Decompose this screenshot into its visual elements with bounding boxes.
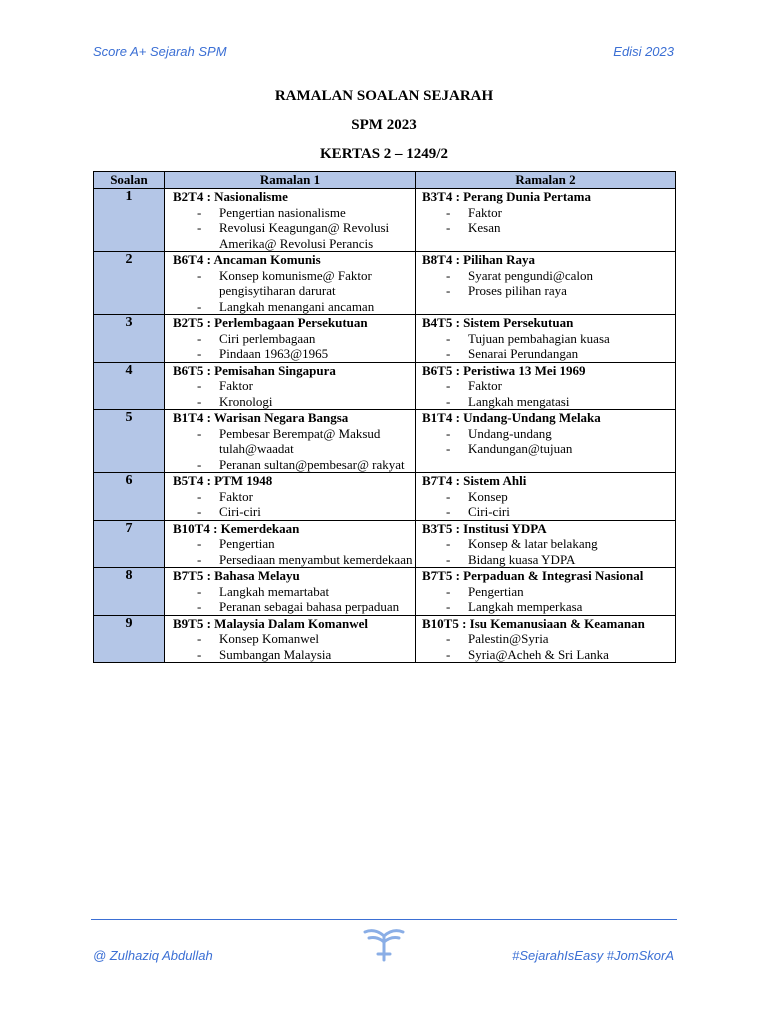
ramalan-2-cell <box>416 520 676 568</box>
question-number: 6 <box>94 473 165 521</box>
header-left: Score A+ Sejarah SPM <box>93 44 227 59</box>
topic-subpoints <box>173 489 415 520</box>
topic-subpoints <box>422 268 675 299</box>
ramalan-1-cell <box>165 410 416 473</box>
list-item: - Konsep Komanwel <box>173 631 415 647</box>
ramalan-2-cell <box>416 473 676 521</box>
table-row <box>94 615 676 663</box>
list-item: - Ciri-ciri <box>173 504 415 520</box>
ramalan-2-cell <box>416 252 676 315</box>
table-row <box>94 362 676 410</box>
table-row <box>94 189 676 252</box>
topic-subpoints <box>173 205 415 252</box>
table-header-row <box>94 172 676 189</box>
topic-title: B3T4 : Perang Dunia Pertama <box>422 189 591 204</box>
list-item: - Pengertian <box>422 584 675 600</box>
column-header-soalan: Soalan <box>94 172 165 189</box>
column-header-ramalan-1: Ramalan 1 <box>165 172 416 189</box>
list-item: - Kandungan@tujuan <box>422 441 675 457</box>
question-number: 8 <box>94 568 165 616</box>
topic-subpoints <box>173 426 415 473</box>
document-titles <box>0 86 768 173</box>
list-item: - Kronologi <box>173 394 415 410</box>
topic-title: B6T5 : Pemisahan Singapura <box>173 362 336 378</box>
list-item: - Pindaan 1963@1965 <box>173 346 415 362</box>
topic-title: B7T4 : Sistem Ahli <box>422 473 527 488</box>
topic-title: B7T5 : Perpaduan & Integrasi Nasional <box>422 568 644 583</box>
list-item: - Kesan <box>422 220 675 236</box>
list-item: - Ciri-ciri <box>422 504 675 520</box>
list-item: - Pengertian <box>173 536 415 552</box>
list-item: - Langkah mengatasi <box>422 394 675 410</box>
title-line-3: KERTAS 2 – 1249/2 <box>320 146 448 162</box>
footer-right: #SejarahIsEasy #JomSkorA <box>512 948 674 963</box>
topic-subpoints <box>173 584 415 615</box>
list-item: - Faktor <box>173 378 415 394</box>
ramalan-1-cell <box>165 568 416 616</box>
list-item: - Langkah memperkasa <box>422 599 675 615</box>
question-number: 9 <box>94 615 165 663</box>
question-number: 4 <box>94 362 165 410</box>
table-row <box>94 410 676 473</box>
topic-title: B7T5 : Bahasa Melayu <box>173 568 300 583</box>
list-item: - Bidang kuasa YDPA <box>422 552 675 568</box>
ramalan-2-cell <box>416 615 676 663</box>
list-item: - Syarat pengundi@calon <box>422 268 675 284</box>
list-item: - Pembesar Berempat@ Maksud tulah@waadat <box>173 426 415 457</box>
ramalan-2-cell <box>416 568 676 616</box>
topic-title: B1T4 : Undang-Undang Melaka <box>422 410 601 425</box>
topic-subpoints <box>173 331 415 362</box>
ramalan-1-cell <box>165 252 416 315</box>
topic-subpoints <box>422 584 675 615</box>
list-item: - Konsep komunisme@ Faktor pengisytiharan darurat <box>173 268 415 299</box>
footer-ornament-icon <box>361 924 407 962</box>
list-item: - Sumbangan Malaysia <box>173 647 415 663</box>
list-item: - Palestin@Syria <box>422 631 675 647</box>
topic-title: B6T5 : Peristiwa 13 Mei 1969 <box>422 362 586 378</box>
topic-title: B5T4 : PTM 1948 <box>173 473 273 488</box>
list-item: - Persediaan menyambut kemerdekaan <box>173 552 415 568</box>
topic-title: B1T4 : Warisan Negara Bangsa <box>173 410 349 425</box>
list-item: - Peranan sebagai bahasa perpaduan <box>173 599 415 615</box>
list-item: - Peranan sultan@pembesar@ rakyat <box>173 457 415 473</box>
prediction-table <box>93 171 676 663</box>
question-number: 7 <box>94 520 165 568</box>
topic-subpoints <box>422 205 675 236</box>
topic-subpoints <box>422 631 675 662</box>
list-item: - Tujuan pembahagian kuasa <box>422 331 675 347</box>
list-item: - Syria@Acheh & Sri Lanka <box>422 647 675 663</box>
topic-title: B10T4 : Kemerdekaan <box>173 520 300 536</box>
table-row <box>94 473 676 521</box>
table-body <box>94 189 676 663</box>
topic-title: B6T4 : Ancaman Komunis <box>173 252 321 267</box>
title-line-2: SPM 2023 <box>351 117 417 133</box>
ramalan-1-cell <box>165 362 416 410</box>
list-item: - Proses pilihan raya <box>422 283 675 299</box>
table-row <box>94 568 676 616</box>
question-number: 5 <box>94 410 165 473</box>
topic-subpoints <box>422 378 675 409</box>
topic-subpoints <box>173 631 415 662</box>
footer-divider <box>91 919 677 920</box>
topic-subpoints <box>173 378 415 409</box>
list-item: - Langkah menangani ancaman <box>173 299 415 315</box>
ramalan-2-cell <box>416 315 676 363</box>
topic-subpoints <box>422 536 675 567</box>
topic-subpoints <box>422 331 675 362</box>
ramalan-1-cell <box>165 189 416 252</box>
topic-title: B8T4 : Pilihan Raya <box>422 252 536 267</box>
topic-title: B4T5 : Sistem Persekutuan <box>422 315 574 330</box>
list-item: - Konsep <box>422 489 675 505</box>
ramalan-1-cell <box>165 473 416 521</box>
list-item: - Revolusi Keagungan@ Revolusi Amerika@ Revolusi Perancis <box>173 220 415 251</box>
table-row <box>94 520 676 568</box>
ramalan-1-cell <box>165 520 416 568</box>
ramalan-1-cell <box>165 615 416 663</box>
ramalan-2-cell <box>416 189 676 252</box>
topic-subpoints <box>422 489 675 520</box>
question-number: 3 <box>94 315 165 363</box>
topic-title: B9T5 : Malaysia Dalam Komanwel <box>173 615 368 631</box>
list-item: - Faktor <box>422 378 675 394</box>
footer-left: @ Zulhaziq Abdullah <box>93 948 213 963</box>
list-item: - Senarai Perundangan <box>422 346 675 362</box>
question-number: 2 <box>94 252 165 315</box>
list-item: - Faktor <box>422 205 675 221</box>
question-number: 1 <box>94 189 165 252</box>
topic-subpoints <box>173 268 415 315</box>
topic-title: B2T5 : Perlembagaan Persekutuan <box>173 315 368 330</box>
list-item: - Undang-undang <box>422 426 675 442</box>
list-item: - Langkah memartabat <box>173 584 415 600</box>
column-header-ramalan-2: Ramalan 2 <box>416 172 676 189</box>
table-row <box>94 252 676 315</box>
title-line-1: RAMALAN SOALAN SEJARAH <box>274 88 494 104</box>
topic-subpoints <box>422 426 675 457</box>
ramalan-2-cell <box>416 362 676 410</box>
list-item: - Faktor <box>173 489 415 505</box>
topic-subpoints <box>173 536 415 567</box>
topic-title: B10T5 : Isu Kemanusiaan & Keamanan <box>422 615 645 631</box>
topic-title: B2T4 : Nasionalisme <box>173 189 288 204</box>
list-item: - Pengertian nasionalisme <box>173 205 415 221</box>
ramalan-2-cell <box>416 410 676 473</box>
table-row <box>94 315 676 363</box>
ramalan-1-cell <box>165 315 416 363</box>
list-item: - Konsep & latar belakang <box>422 536 675 552</box>
header-right: Edisi 2023 <box>613 44 674 59</box>
list-item: - Ciri perlembagaan <box>173 331 415 347</box>
topic-title: B3T5 : Institusi YDPA <box>422 520 547 536</box>
